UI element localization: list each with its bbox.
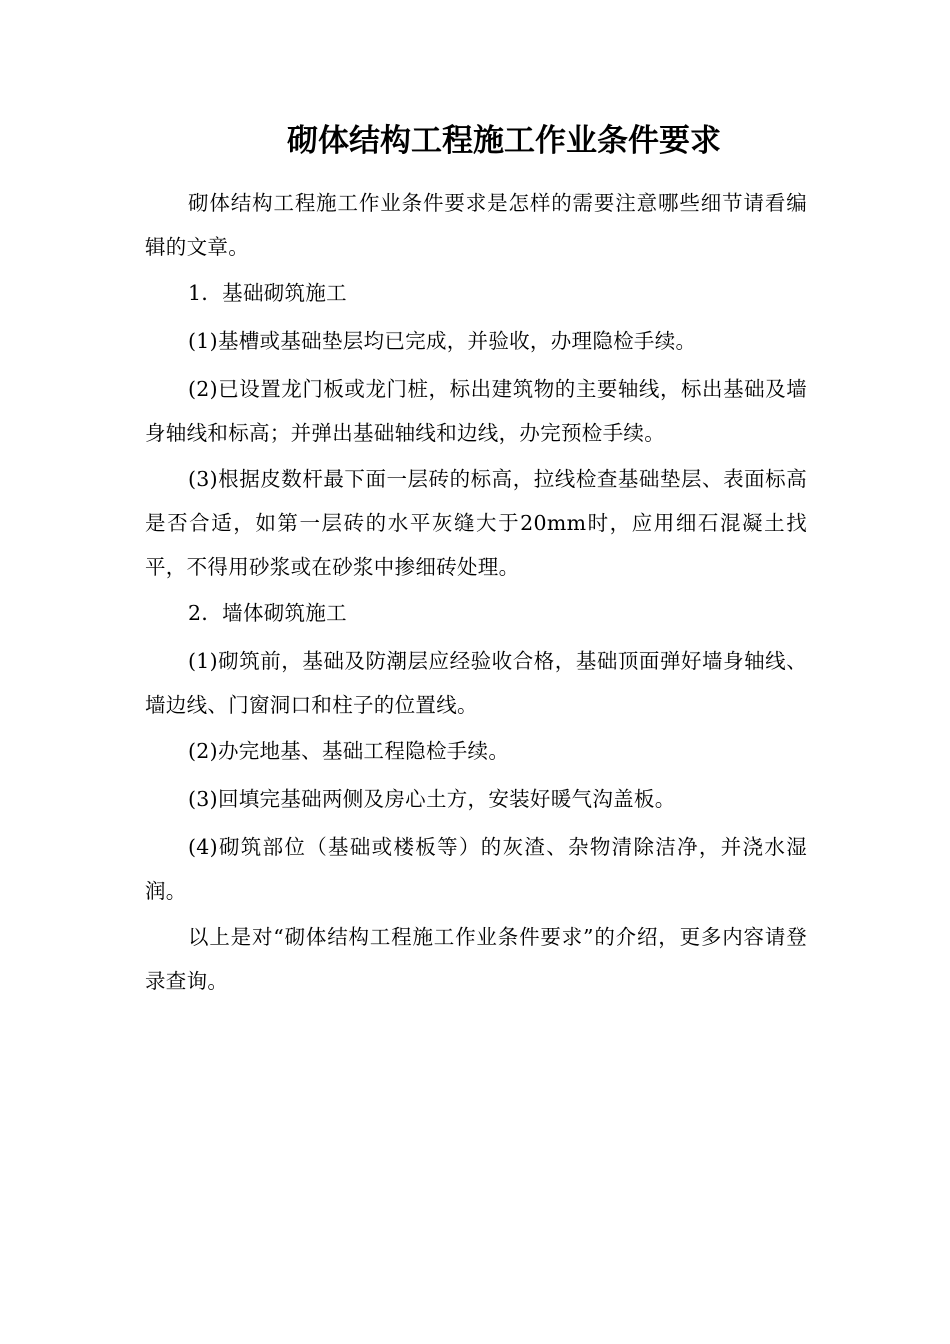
document-title: 砌体结构工程施工作业条件要求 bbox=[287, 123, 721, 159]
paragraph-foundation-3: (3)根据皮数杆最下面一层砖的标高，拉线检查基础垫层、表面标高是否合适，如第一层砖的水平灰缝大于20mm时，应用细石混凝土找平，不得用砂浆或在砂浆中掺细砖处理。 bbox=[145, 467, 807, 579]
paragraph-wall-2: (2)办完地基、基础工程隐检手续。 bbox=[188, 739, 510, 763]
closing-paragraph: 以上是对“砌体结构工程施工作业条件要求”的介绍，更多内容请登录查询。 bbox=[145, 925, 807, 993]
section-heading-foundation: 1．基础砌筑施工 bbox=[188, 281, 347, 305]
paragraph-wall-4: (4)砌筑部位（基础或楼板等）的灰渣、杂物清除洁净，并浇水湿润。 bbox=[145, 835, 807, 903]
intro-paragraph: 砌体结构工程施工作业条件要求是怎样的需要注意哪些细节请看编辑的文章。 bbox=[145, 191, 807, 259]
paragraph-foundation-2: (2)已设置龙门板或龙门桩，标出建筑物的主要轴线，标出基础及墙身轴线和标高；并弹出基础轴线和边线，办完预检手续。 bbox=[145, 377, 807, 445]
paragraph-foundation-1: (1)基槽或基础垫层均已完成，并验收，办理隐检手续。 bbox=[188, 329, 697, 353]
paragraph-wall-3: (3)回填完基础两侧及房心土方，安装好暖气沟盖板。 bbox=[188, 787, 676, 811]
paragraph-wall-1: (1)砌筑前，基础及防潮层应经验收合格，基础顶面弹好墙身轴线、墙边线、门窗洞口和柱子的位置线。 bbox=[145, 649, 807, 717]
document-body bbox=[145, 181, 807, 1005]
section-heading-wall: 2．墙体砌筑施工 bbox=[188, 601, 347, 625]
